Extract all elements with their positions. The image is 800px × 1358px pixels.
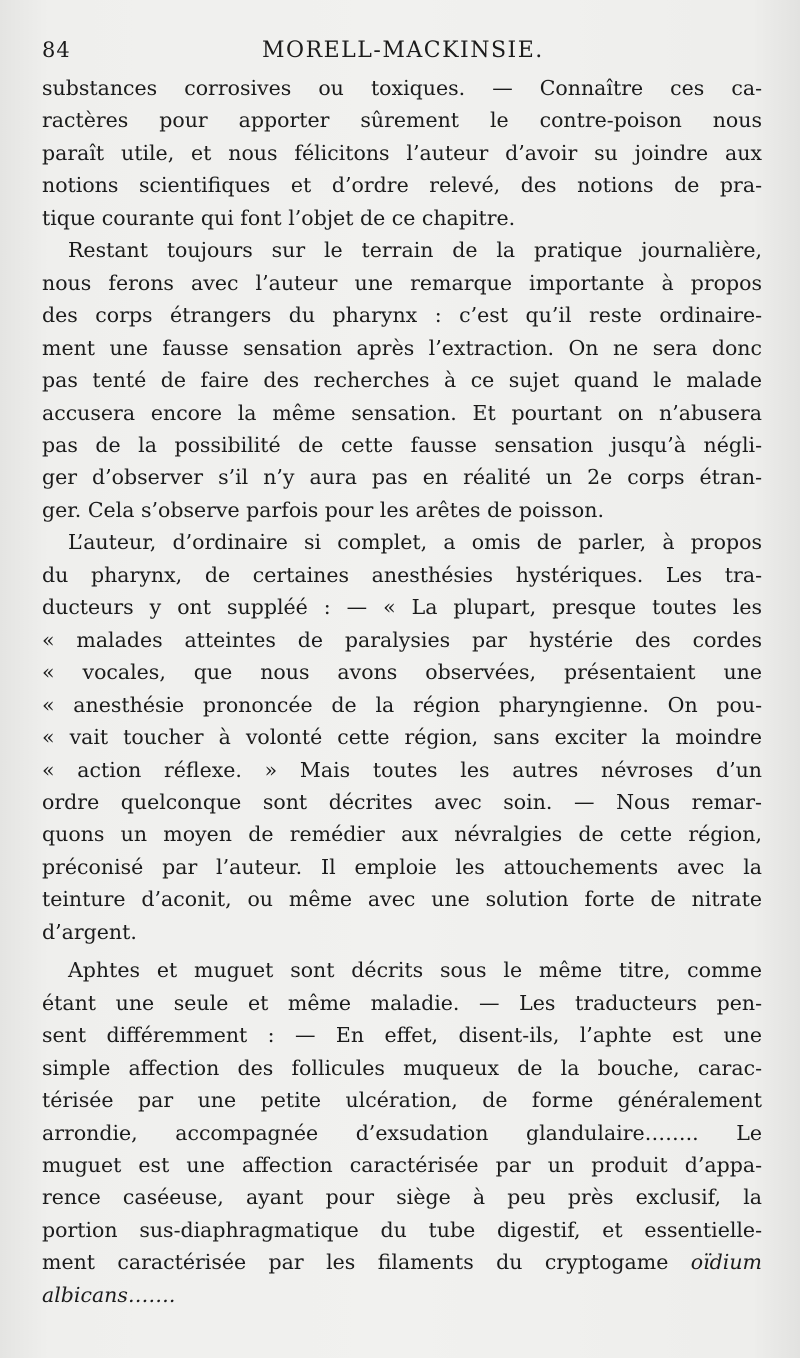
text-line: ger. Cela s’observe parfois pour les arêtes de poisson. xyxy=(42,497,604,522)
text-line: ger d’observer s’il n’y aura pas en réalité un 2e corps étran- xyxy=(42,465,762,490)
text-line: nous ferons avec l’auteur une remarque importante à propos xyxy=(42,270,762,295)
text-line: accusera encore la même sensation. Et pourtant on n’abusera xyxy=(42,400,762,425)
text-line: « malades atteintes de paralysies par hystérie des cordes xyxy=(42,627,762,652)
italic-term: oïdium xyxy=(690,1250,762,1275)
page-header xyxy=(42,38,762,72)
italic-term: albicans……. xyxy=(42,1282,176,1307)
running-head: MORELL-MACKINSIE. xyxy=(262,38,544,63)
text-line: teinture d’aconit, ou même avec une solution forte de nitrate xyxy=(42,887,762,912)
text-line: ducteurs y ont suppléé : — « La plupart, presque toutes les xyxy=(42,595,762,620)
text-line: quons un moyen de remédier aux névralgies de cette région, xyxy=(42,822,762,847)
text-line: « vait toucher à volonté cette région, sans exciter la moindre xyxy=(42,725,762,750)
text-line: arrondie, accompagnée d’exsudation glandulaire…….. Le xyxy=(42,1120,762,1145)
text-line: substances corrosives ou toxiques. — Connaître ces ca- xyxy=(42,76,762,100)
body-text xyxy=(42,72,762,1311)
text-line xyxy=(42,1246,762,1278)
text-line: « vocales, que nous avons observées, présentaient une xyxy=(42,660,762,685)
text-line: sent différemment : — En effet, disent-ils, l’aphte est une xyxy=(42,1023,762,1048)
text-line: rence caséeuse, ayant pour siège à peu près exclusif, la xyxy=(42,1185,762,1210)
text-line: étant une seule et même maladie. — Les traducteurs pen- xyxy=(42,990,762,1015)
text-line: pas tenté de faire des recherches à ce sujet quand le malade xyxy=(42,368,762,393)
text-line: pas de la possibilité de cette fausse sensation jusqu’à négli- xyxy=(42,432,762,457)
text-line: notions scientifiques et d’ordre relevé, des notions de pra- xyxy=(42,173,762,198)
text-line: « anesthésie prononcée de la région pharyngienne. On pou- xyxy=(42,692,762,717)
text-line: ment une fausse sensation après l’extraction. On ne sera donc xyxy=(42,335,762,360)
text-line: paraît utile, et nous félicitons l’auteur d’avoir su joindre aux xyxy=(42,140,762,165)
text-line: du pharynx, de certaines anesthésies hystériques. Les tra- xyxy=(42,562,762,587)
text-line: portion sus-diaphragmatique du tube digestif, et essentielle- xyxy=(42,1217,762,1242)
text-line: tique courante qui font l’objet de ce chapitre. xyxy=(42,205,516,230)
text-line: préconisé par l’auteur. Il emploie les attouchements avec la xyxy=(42,854,762,879)
text-line: ractères pour apporter sûrement le contre-poison nous xyxy=(42,108,762,133)
text-line: ordre quelconque sont décrites avec soin. — Nous remar- xyxy=(42,789,762,814)
text-line: L’auteur, d’ordinaire si complet, a omis de parler, à propos xyxy=(68,530,762,555)
text-line: des corps étrangers du pharynx : c’est qu’il reste ordinaire- xyxy=(42,303,762,328)
text-line: muguet est une affection caractérisée par un produit d’appa- xyxy=(42,1152,762,1177)
text-line xyxy=(42,1279,762,1311)
text-line: « action réflexe. » Mais toutes les autres névroses d’un xyxy=(42,757,762,782)
text-line: térisée par une petite ulcération, de forme généralement xyxy=(42,1088,762,1113)
text-line: simple affection des follicules muqueux de la bouche, carac- xyxy=(42,1055,762,1080)
text-line: d’argent. xyxy=(42,919,137,944)
page-number: 84 xyxy=(42,38,71,62)
text-line-roman: ment caractérisée par les filaments du cryptogame xyxy=(42,1250,669,1275)
text-line: Aphtes et muguet sont décrits sous le même titre, comme xyxy=(68,958,762,983)
text-line: Restant toujours sur le terrain de la pratique journalière, xyxy=(68,238,762,263)
